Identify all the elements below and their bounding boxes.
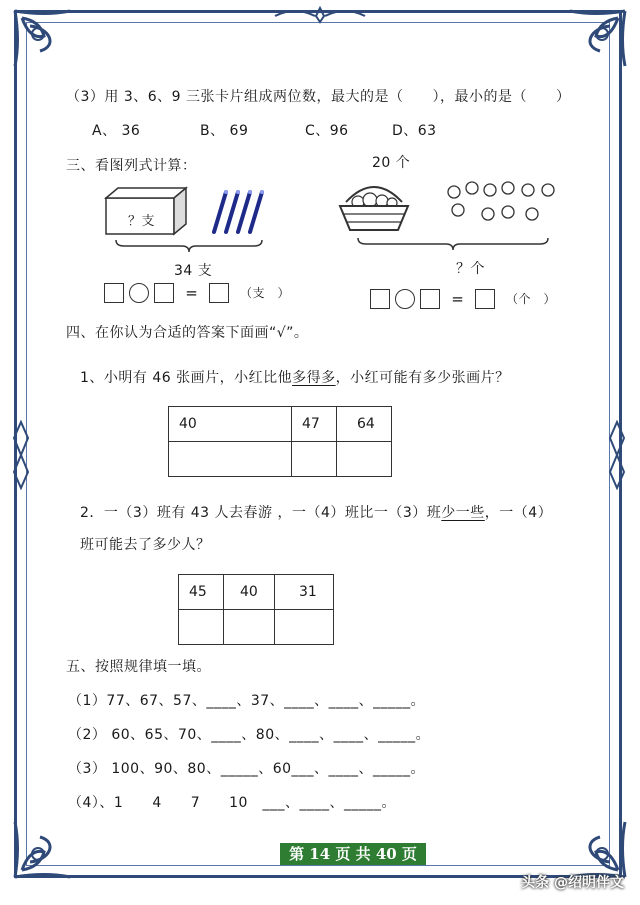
- box-question-label: ？支: [128, 214, 156, 229]
- equals-sign: =: [185, 283, 198, 302]
- operator-circle[interactable]: [129, 283, 149, 303]
- q1-answer-table: [168, 406, 392, 477]
- q2-option-cell: 45: [179, 575, 224, 610]
- pattern-row-2[interactable]: （2） 60、65、70、____、80、____、____、_____。: [68, 727, 431, 743]
- unit-label: （个 ）: [506, 292, 557, 306]
- question-3-text: （3）用 3、6、9 三张卡片组成两位数，最大的是（ ），最小的是（ ）: [66, 89, 571, 105]
- q2-option-cell: 31: [275, 575, 334, 610]
- q2-emphasis: 少一些: [441, 505, 485, 521]
- option-b[interactable]: B、 69: [200, 123, 249, 139]
- pears-count-label: 20 个: [372, 155, 411, 171]
- question-4-2-line2: 班可能去了多少人？: [80, 537, 211, 553]
- right-brace-icon: [356, 236, 550, 252]
- q1-prefix: 1、小明有 46 张画片，小红比他: [80, 370, 293, 386]
- question-4-2-line1: [80, 502, 552, 522]
- q1-option-cell: 64: [337, 407, 392, 442]
- answer-box[interactable]: [420, 289, 440, 309]
- q1-suffix: ，小红可能有多少张画片？: [335, 370, 510, 386]
- q2-answer-table: [178, 574, 334, 645]
- pear-basket-icon: [336, 178, 412, 236]
- top-ornament-icon: [270, 4, 370, 24]
- watermark: 头条 @绍明伴文: [521, 875, 624, 891]
- side-ornament-icon: [606, 420, 628, 490]
- q2-check-cell[interactable]: [275, 610, 334, 645]
- pears-icon: [444, 178, 562, 234]
- pattern-row-1[interactable]: （1）77、67、57、____、37、____、____、_____。: [68, 693, 426, 709]
- answer-box[interactable]: [475, 289, 495, 309]
- q1-option-cell: 40: [169, 407, 292, 442]
- left-equation: [104, 282, 290, 303]
- q2-check-cell[interactable]: [224, 610, 275, 645]
- corner-ornament-icon: [10, 812, 80, 882]
- option-d[interactable]: D、63: [392, 123, 437, 139]
- q2-check-cell[interactable]: [179, 610, 224, 645]
- left-brace-icon: [114, 238, 264, 254]
- option-c[interactable]: C、96: [305, 123, 349, 139]
- question-4-1: [80, 367, 510, 387]
- section-4-heading: 四、在你认为合适的答案下面画“√”。: [66, 325, 309, 341]
- answer-box[interactable]: [209, 283, 229, 303]
- right-equation: [370, 288, 556, 309]
- answer-box[interactable]: [370, 289, 390, 309]
- q2-prefix: 2．一（3）班有 43 人去春游 ，一（4）班比一（3）班: [80, 505, 442, 521]
- left-total-label: 34 支: [174, 263, 213, 279]
- q1-check-cell[interactable]: [169, 442, 292, 477]
- operator-circle[interactable]: [395, 289, 415, 309]
- answer-box[interactable]: [104, 283, 124, 303]
- q1-check-cell[interactable]: [337, 442, 392, 477]
- q1-check-cell[interactable]: [292, 442, 337, 477]
- q2-suffix: ，一（4）: [484, 505, 553, 521]
- pattern-row-4[interactable]: （4）、1 4 7 10 ___、____、_____。: [68, 795, 396, 811]
- equals-sign: =: [451, 289, 464, 308]
- section-3-heading: 三、看图列式计算：: [66, 158, 197, 174]
- corner-ornament-icon: [10, 6, 80, 76]
- option-a[interactable]: A、 36: [92, 123, 141, 139]
- corner-ornament-icon: [560, 6, 630, 76]
- q1-option-cell: 47: [292, 407, 337, 442]
- pencils-icon: [206, 186, 270, 236]
- page-number-label: 第 14 页 共 40 页: [280, 843, 426, 865]
- right-total-label: ？个: [456, 261, 485, 277]
- q1-emphasis: 多得多: [292, 370, 336, 386]
- q2-option-cell: 40: [224, 575, 275, 610]
- side-ornament-icon: [10, 420, 32, 490]
- answer-box[interactable]: [154, 283, 174, 303]
- pattern-row-3[interactable]: （3） 100、90、80、_____、60___、____、_____。: [68, 761, 426, 777]
- section-5-heading: 五、按照规律填一填。: [66, 659, 211, 675]
- unit-label: （支 ）: [240, 286, 291, 300]
